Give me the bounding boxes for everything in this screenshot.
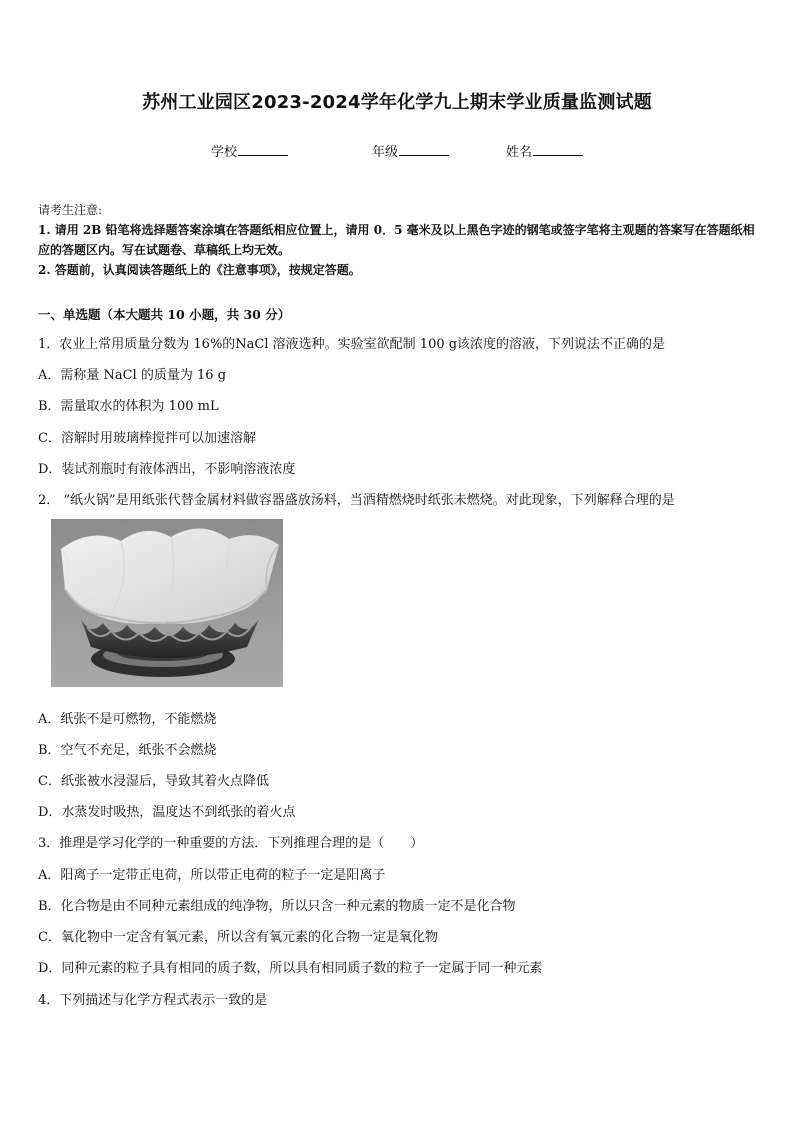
- name-blank: [533, 143, 583, 156]
- paper-hotpot-photo: [51, 519, 283, 687]
- notice-heading: 请考生注意:: [38, 203, 103, 217]
- notice-item-2: 2. 答题前，认真阅读答题纸上的《注意事项》，按规定答题。: [38, 263, 361, 277]
- q4-stem: 4．下列描述与化学方程式表示一致的是: [38, 993, 268, 1008]
- q2-stem: 2． “纸火锅”是用纸张代替金属材料做容器盛放汤料，当酒精燃烧时纸张未燃烧。对此现象，下列解释合理的是: [38, 493, 675, 508]
- grade-blank: [399, 143, 449, 156]
- page-title: 苏州工业园区2023-2024学年化学九上期末学业质量监测试题: [142, 92, 652, 113]
- name-field: [506, 141, 583, 160]
- grade-label: 年级: [372, 145, 399, 160]
- q3-option-b: B．化合物是由不同种元素组成的纯净物，所以只含一种元素的物质一定不是化合物: [38, 899, 516, 914]
- q1-option-b: B．需量取水的体积为 100 mL: [38, 399, 219, 414]
- q2-option-d: D．水蒸发时吸热，温度达不到纸张的着火点: [38, 805, 296, 820]
- grade-field: [372, 141, 449, 160]
- q1-option-c: C．溶解时用玻璃棒搅拌可以加速溶解: [38, 431, 256, 446]
- q1-option-a: A．需称量 NaCl 的质量为 16 g: [38, 368, 227, 383]
- q2-option-a: A．纸张不是可燃物，不能燃烧: [38, 712, 217, 727]
- section-heading: 一、单选题（本大题共 10 小题，共 30 分）: [38, 307, 291, 322]
- q3-option-d: D．同种元素的粒子具有相同的质子数，所以具有相同质子数的粒子一定属于同一种元素: [38, 961, 543, 976]
- school-field: [211, 141, 288, 160]
- q3-stem: 3．推理是学习化学的一种重要的方法．下列推理合理的是（ ）: [38, 836, 424, 851]
- q1-stem: 1．农业上常用质量分数为 16%的NaCl 溶液选种。实验室欲配制 100 g该浓度的溶液，下列说法不正确的是: [38, 337, 666, 352]
- q1-option-d: D．装试剂瓶时有液体洒出，不影响溶液浓度: [38, 462, 296, 477]
- notice-item-1: 1. 请用 2B 铅笔将选择题答案涂填在答题纸相应位置上，请用 0．5 毫米及以上黑色字迹的钢笔或签字笔将主观题的答案写在答题纸相应的答题区内。写在试题卷、草稿纸上均无效。: [38, 223, 755, 257]
- q2-option-b: B．空气不充足，纸张不会燃烧: [38, 743, 217, 758]
- school-label: 学校: [211, 145, 238, 160]
- q3-option-a: A．阳离子一定带正电荷，所以带正电荷的粒子一定是阳离子: [38, 868, 386, 883]
- school-blank: [238, 143, 288, 156]
- name-label: 姓名: [506, 145, 533, 160]
- q3-option-c: C．氧化物中一定含有氧元素，所以含有氧元素的化合物一定是氧化物: [38, 930, 438, 945]
- notice-block: [38, 200, 758, 280]
- q2-option-c: C．纸张被水浸湿后，导致其着火点降低: [38, 774, 269, 789]
